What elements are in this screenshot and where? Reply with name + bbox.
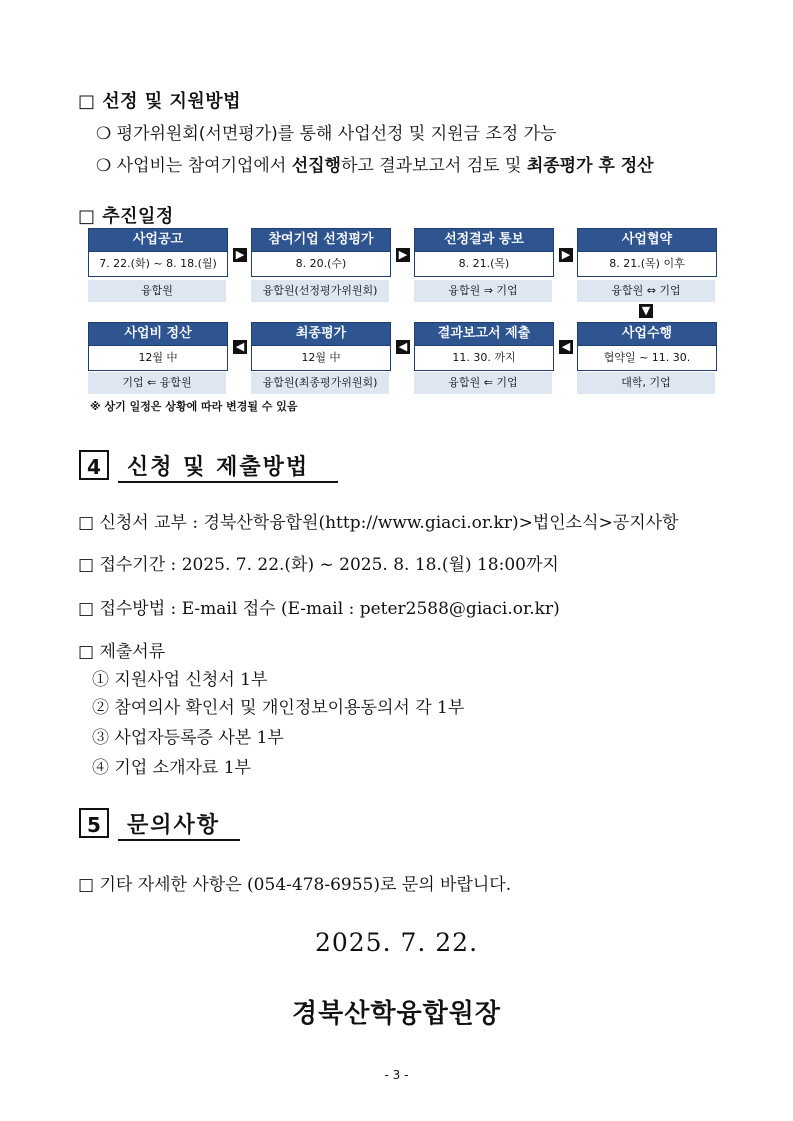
- selection-item-emphasis-2: 최종평가 후 정산: [526, 156, 654, 176]
- section-4-number: 4: [79, 450, 109, 480]
- step-title: 참여기업 선정평가: [252, 229, 390, 251]
- inquiry-line: □ 기타 자세한 사항은 (054-478-6955)로 문의 바랍니다.: [78, 875, 512, 895]
- step-title: 사업공고: [89, 229, 227, 251]
- bullet-marker: ❍: [96, 124, 112, 144]
- schedule-step-settlement: [88, 322, 228, 371]
- schedule-step-report: [414, 322, 554, 371]
- document-item: ① 지원사업 신청서 1부: [92, 670, 268, 690]
- step-title: 사업비 정산: [89, 323, 227, 345]
- schedule-step-execution: [577, 322, 717, 371]
- arrow-left-icon: ◀: [396, 340, 410, 354]
- step-date: 11. 30. 까지: [415, 345, 553, 370]
- schedule-note: ※ 상기 일정은 상황에 따라 변경될 수 있음: [90, 400, 298, 413]
- step-date: 8. 20.(수): [252, 251, 390, 276]
- apply-form-line: □ 신청서 교부 : 경북산학융합원(http://www.giaci.or.kr)>법인소식>공지사항: [78, 513, 679, 533]
- step-date: 8. 21.(목) 이후: [578, 251, 716, 276]
- section-5-underline: [118, 839, 240, 841]
- schedule-step-announcement: [88, 228, 228, 277]
- step-date: 12월 中: [252, 345, 390, 370]
- selection-item-text-c: 하고 결과보고서 검토 및: [340, 156, 527, 176]
- step-org: 기업 ⇐ 융합원: [88, 372, 226, 394]
- selection-heading: □ 선정 및 지원방법: [78, 91, 242, 112]
- bullet-marker: ❍: [96, 156, 112, 176]
- step-title: 최종평가: [252, 323, 390, 345]
- section-5-number: 5: [79, 808, 109, 838]
- apply-method-line: □ 접수방법 : E-mail 접수 (E-mail : peter2588@giaci.or.kr): [78, 599, 560, 619]
- schedule-step-final-eval: [251, 322, 391, 371]
- step-title: 사업협약: [578, 229, 716, 251]
- section-4-title: 신청 및 제출방법: [127, 455, 310, 480]
- document-item: ③ 사업자등록증 사본 1부: [92, 728, 284, 748]
- apply-period-line: □ 접수기간 : 2025. 7. 22.(화) ~ 2025. 8. 18.(월) 18:00까지: [78, 555, 559, 575]
- step-title: 결과보고서 제출: [415, 323, 553, 345]
- arrow-right-icon: ▶: [559, 248, 573, 262]
- selection-item-text-a: 사업비는 참여기업에서: [116, 156, 292, 176]
- step-org: 융합원: [88, 280, 226, 302]
- step-org: 융합원 ⇐ 기업: [414, 372, 552, 394]
- step-org: 융합원 ⇒ 기업: [414, 280, 552, 302]
- document-date: 2025. 7. 22.: [314, 928, 479, 957]
- selection-item-2: [96, 151, 654, 176]
- step-date: 협약일 ~ 11. 30.: [578, 345, 716, 370]
- arrow-right-icon: ▶: [396, 248, 410, 262]
- step-date: 12월 中: [89, 345, 227, 370]
- step-org: 융합원(선정평가위원회): [251, 280, 389, 302]
- schedule-step-notification: [414, 228, 554, 277]
- selection-item-emphasis-1: 선집행: [291, 156, 341, 176]
- organization-signature: 경북산학융합원장: [292, 999, 501, 1029]
- document-item: ② 참여의사 확인서 및 개인정보이용동의서 각 1부: [92, 698, 465, 718]
- step-org: 대학, 기업: [577, 372, 715, 394]
- page-number: - 3 -: [384, 1068, 409, 1082]
- step-date: 7. 22.(화) ~ 8. 18.(월): [89, 251, 227, 276]
- arrow-down-icon: ▼: [639, 304, 653, 318]
- documents-heading: □ 제출서류: [78, 642, 166, 662]
- document-item: ④ 기업 소개자료 1부: [92, 758, 251, 778]
- arrow-left-icon: ◀: [233, 340, 247, 354]
- step-title: 사업수행: [578, 323, 716, 345]
- schedule-step-selection-eval: [251, 228, 391, 277]
- selection-item-text: 평가위원회(서면평가)를 통해 사업선정 및 지원금 조정 가능: [116, 124, 557, 144]
- arrow-left-icon: ◀: [559, 340, 573, 354]
- schedule-step-agreement: [577, 228, 717, 277]
- step-org: 융합원 ⇔ 기업: [577, 280, 715, 302]
- section-4-underline: [118, 481, 338, 483]
- step-org: 융합원(최종평가위원회): [251, 372, 389, 394]
- section-5-title: 문의사항: [127, 813, 221, 838]
- selection-item-1: [96, 119, 556, 144]
- arrow-right-icon: ▶: [233, 248, 247, 262]
- schedule-heading: □ 추진일정: [78, 206, 174, 227]
- step-title: 선정결과 통보: [415, 229, 553, 251]
- step-date: 8. 21.(목): [415, 251, 553, 276]
